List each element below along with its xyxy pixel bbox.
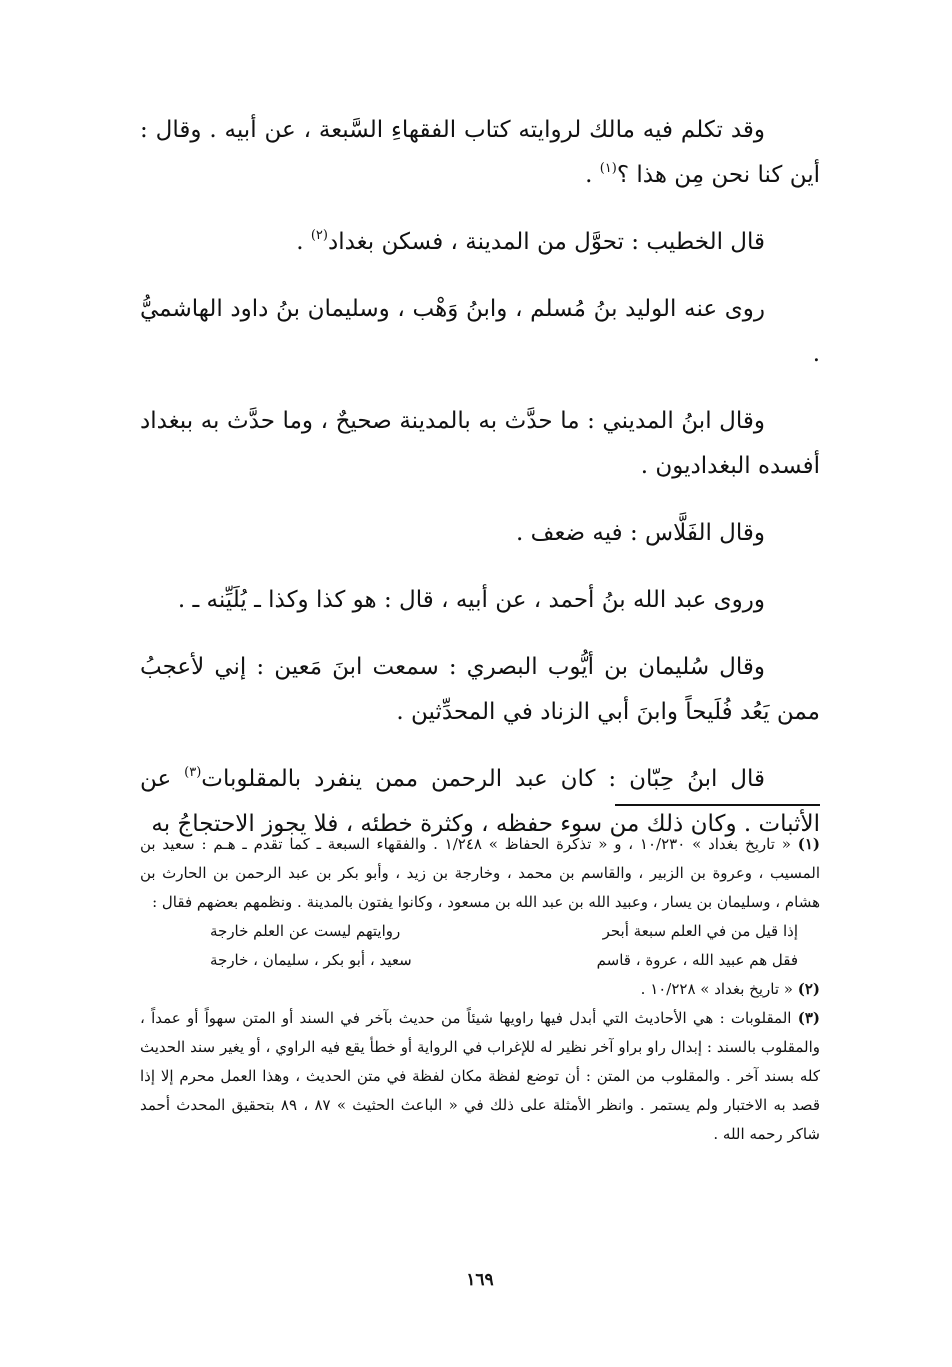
- paragraph-khatib: [140, 220, 820, 265]
- paragraph-fallas: [140, 511, 820, 556]
- paragraph-text: قال ابنُ حِبّان : كان عبد الرحمن ممن ينفرد بالمقلوبات: [201, 766, 765, 792]
- paragraph-text: وروى عبد الله بنُ أحمد ، عن أبيه ، قال : هو كذا وكذا ـ يُلَيِّنه ـ .: [177, 587, 765, 613]
- footnote-1: [140, 830, 820, 917]
- paragraph-narrators: [140, 287, 820, 377]
- paragraph-tail: .: [585, 162, 600, 188]
- footnote-text: « تاريخ بغداد » ١٠/٢٣٠ ، و « تذكرة الحفاظ » ١/٢٤٨ . والفقهاء السبعة ـ كما تقدم ـ هـم : سعيد بن المسيب ، وعروة بن الزبير ، والقاسم بن محمد ، وخارجة بن زيد ، وأبو بكر بن عبد الرحمن بن الحارث بن هشام ، وسليمان بن يسار ، وعبيد الله بن عبد الله بن مسعود ، وكانوا يفتون بالمدينة . ونظمهم بعضهم فقال :: [140, 835, 820, 911]
- footnote-marker-2: (٢): [310, 228, 328, 243]
- verse-hemistich-first: إذا قيل من في العلم سبعة أبحر: [602, 922, 798, 940]
- paragraph-tail: .: [296, 229, 311, 255]
- footnote-marker-1: (١): [599, 161, 617, 176]
- footnote-3: [140, 1004, 820, 1149]
- paragraph-text: روى عنه الوليد بنُ مُسلم ، وابنُ وَهْب ، وسليمان بنُ داود الهاشميُّ .: [140, 296, 820, 367]
- footnote-number: (٢): [797, 980, 820, 998]
- main-text: [140, 108, 820, 847]
- footnote-number: (١): [797, 835, 820, 853]
- footnote-marker-3: (٣): [184, 765, 202, 780]
- footnote-2: [140, 975, 820, 1004]
- paragraph-abdullah-ahmad: [140, 578, 820, 623]
- paragraph-text: قال الخطيب : تحوَّل من المدينة ، فسكن بغداد: [327, 229, 765, 255]
- paragraph-text: وقال الفَلَّاس : فيه ضعف .: [516, 520, 765, 546]
- book-page: [140, 108, 820, 1328]
- paragraph-text: وقال سُليمان بن أيُّوب البصري : سمعت ابنَ مَعين : إني لأعجبُ ممن يَعُد فُلَيحاً وابنَ أبي الزناد في المحدِّثين .: [140, 654, 820, 725]
- paragraph-text: وقال ابنُ المديني : ما حدَّث به بالمدينة صحيحٌ ، وما حدَّث به ببغداد أفسده البغداديون .: [140, 408, 820, 479]
- footnote-text: المقلوبات : هي الأحاديث التي أبدل فيها راويها شيئاً من حديث بآخر في السند أو المتن سهواً أو عمداً ، والمقلوب بالسند : إبدال راو براو آخر نظير له للإغراب في الرواية أو خطأ يقع فيه الراوي ، أو يغير سند الحديث كله بسند آخر . والمقلوب من المتن : أن توضع لفظة مكان لفظة في متن الحديث ، وهذا العمل محرم إلا إذا قصد به الاختبار ولم يستمر . وانظر الأمثلة على ذلك في « الباعث الحثيث » ٨٧ ، ٨٩ بتحقيق المحدث أحمد شاكر رحمه الله .: [140, 1009, 820, 1143]
- paragraph-sulayman-basri: [140, 645, 820, 735]
- footnote-text: « تاريخ بغداد » ١٠/٢٢٨ .: [640, 980, 793, 998]
- verse-line-2: [140, 946, 820, 975]
- verse-hemistich-first: فقل هم عبيد الله ، عروة ، قاسم: [596, 951, 798, 969]
- footnote-number: (٣): [797, 1009, 820, 1027]
- page-number: ١٦٩: [466, 1270, 494, 1290]
- verse-line-1: [140, 917, 820, 946]
- footnote-separator: [615, 804, 820, 806]
- paragraph-ibn-al-madini: [140, 399, 820, 489]
- paragraph-malik: [140, 108, 820, 198]
- paragraph-text-continued: عن الأثبات . وكان ذلك من سوء حفظه ، وكثرة خطئه ، فلا يجوز الاحتجاجُ به: [140, 766, 820, 837]
- verse-hemistich-second: روايتهم ليست عن العلم خارجة: [210, 922, 401, 940]
- verse-hemistich-second: سعيد ، أبو بكر ، سليمان ، خارجة: [210, 951, 412, 969]
- footnotes: [140, 830, 820, 1149]
- paragraph-text: وقد تكلم فيه مالك لروايته كتاب الفقهاءِ السَّبعة ، عن أبيه . وقال : أين كنا نحن مِن هذا ؟: [140, 117, 820, 188]
